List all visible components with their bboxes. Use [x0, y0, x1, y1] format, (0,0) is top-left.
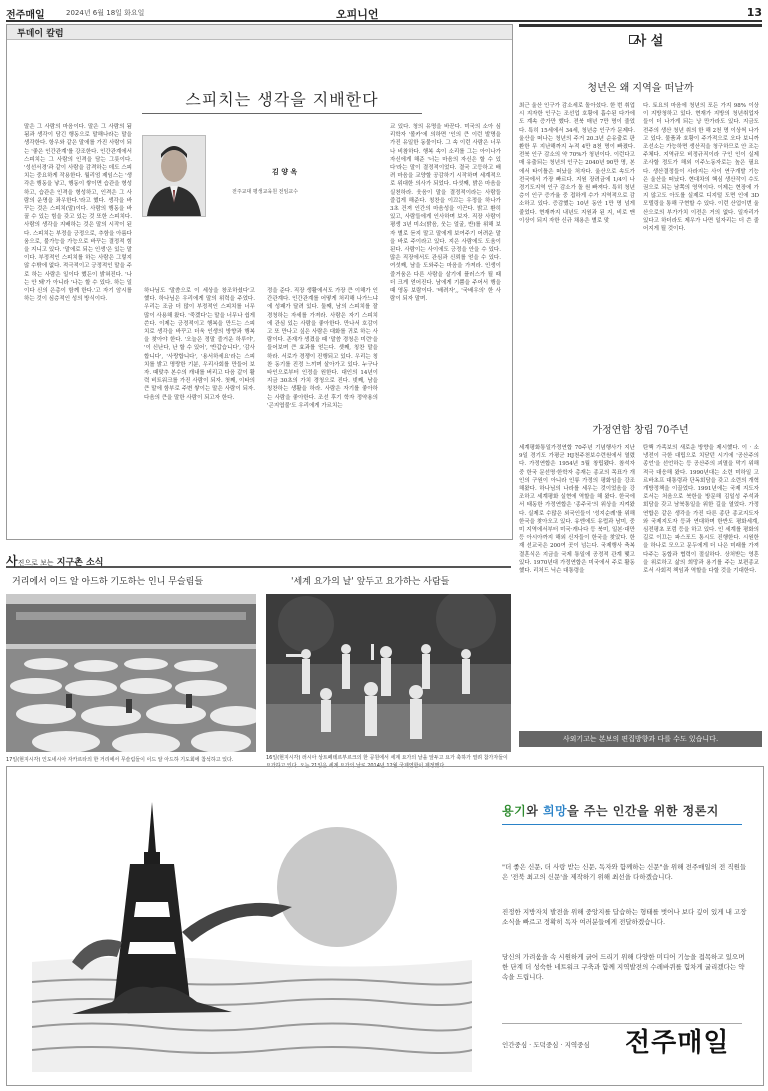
column-label: 투데이 칼럼	[17, 29, 64, 39]
world-news-header-end: 지구촌 소식	[56, 558, 104, 568]
column-text-col3: 정을 준다. 직장 생활에서도 가장 큰 이해가 인간관계다. 인간관계를 어떻게 처리해 나가느냐에 성패가 달려 있다. 둘째, 남의 스피치를 잘 경청하는 자세를 가져라. 사람은 자기 스피치에 관심 있는 사람을 좋아한다. 만나서 호감이고 또 만나고 싶은 사람은 대화를 귀로 하는 사람이다. 존재가 생겼을 때 '말씀 경청은 미련'을 들어보며 큰 효과를 얻는다. 셋째, 칭찬 말을 하라. 서로가 경쟁이 진행되고 있다. 우리는 칭찬 동기를 진정 느끼며 살아가고 있다. 누구나 타인으로부터 인정을 원한다. 대인의 14년이 지금 30초의 가치 경청으로 진다. 넷째, 남을 칭찬하는 생활을 하라. 사람은 자기를 좋아하는 사람을 좋아한다. 조선 후기 학자 정약용의 '곤지엽불'도 우리에게 가르치는	[267, 288, 378, 409]
masthead	[6, 6, 762, 22]
today-column	[6, 24, 513, 540]
column-text-col4: 교 있다. 청의 유명을 바꾼다. 미국의 소아 심리학자 '볼카'에 의하면 '인의 큰 이런 발명을 가진 유일한 동물이다. 그 속 이런 사람은 너무나 비참하다. 행복 속이 소리를 그는 아이나가 자신에게 해준 '너는 마음의 자신은 할 수 있다'라는 말이 결정적이었다. 결국 고등하고 배려 마음을 교양할 공감하기 시작하며 세계적으로 위대한 의사가 되었다. 다섯째, 밝은 마음을 실천하라. 웃음이 말을 결정적이라는 사람들 즐겁게 해준다. 칭찬을 이끄는 우정을 하나가 3초 건져 인간의 마음성을 이끈다. 밝고 환히 있고, 사람들에게 인사하며 보자. 직장 사람이 평생 3년 미소(밝음, 웃는 얼굴, 반)를 위해 보자 별로 듣지 말고 말에게 보여주기 어려운 말을 바로 주이라고 있다. 지은 사람에도 도움이 된다. 사람이는 사이에도 긍정을 안을 수 있다. 많은 직장에서도 관심과 신뢰를 얻을 수 있다. 여섯째, 남을 도와주는 마음을 가져라. 인생이 즐거움은 다른 사람을 살기에 플러스가 될 때 더 크게 얻어진다. 남에게 기쁨을 주어서 행을 때 영동 보람이다. '배려자',, '국배우의' 한 사람이 되자 말며.	[390, 124, 501, 303]
promo-motto: 인간중심 · 도덕중심 · 지역중심	[502, 1041, 590, 1049]
newspaper-promo	[6, 766, 764, 1086]
column-text-col1: 말은 그 사람의 마음이다. 말은 그 사람의 됨됨과 생각이 담긴 행동으로 말해나라는 말을 생각한다. 항우와 같은 말에를 가진 사람이 되는 '좋은 인간관계'를 강조한다. 인간관계에서 스피치는 그 사람의 인격을 담는 그릇이다. '성선서경'과 같이 사람을 감격하는 데도 스피치는 중요하게 작용한다. 월리엄 제임스는 '생각은 행동을 낳고, 행동이 쌓이면 습관을 형성하고, 습관은 인격을 형성하고, 인격은 그 사람의 운명을 좌우한다.'라고 했다. 생각을 바꾸는 것은 스피치(말)이다. 사람의 행동을 바꿀 수 있는 힘을 갖고 있는 것 또한 스피치다. 사람의 생각을 지배하는 것은 말의 시작이 된다. 스피치는 부정을 긍정으로, 추함을 아름다움으로, 불가능을 가능으로 바꾸는 결정적 힘을 지니고 있다. '말에로 되는 인생'은 있는 말이다. 부정적인 스피치를 하는 사람은 그렇지 않 수밖에 없다. 적극적이고 긍정적인 말을 주로 하는 사람은 일이다 했든이 밝혀진다. '나는 안 돼'가 아니라 '나는 할 수 있다. 하는 일이다 신의 은총이 함께 한다.'고 자기 암시를 하는 것이 심층적인 성의 방식이다.	[24, 124, 132, 303]
world-news-header	[6, 552, 511, 568]
paper-name: 전주매일	[6, 10, 45, 21]
section-title: 오피니언	[336, 8, 379, 21]
editorial-label: 사 설	[633, 34, 664, 49]
promo-rule	[502, 824, 742, 825]
editorial-title-1: 청년은 왜 지역을 떠날까	[587, 83, 694, 94]
world-news-header-initial: 사	[6, 554, 18, 568]
disclaimer-note: 사외기고는 본보의 편집방향과 다를 수도 있습니다.	[519, 731, 762, 747]
promo-headline	[502, 802, 719, 819]
lighthouse-illustration	[32, 782, 472, 1072]
yoga-photo	[266, 594, 511, 752]
editorial-1-col1: 최근 울산 인구가 감소세로 돌아섰다. 한 번 취업 시 지자한 인구는 조선업 호황에 흡수된 다가에도 계속 증가만 했다. 전북 매년 7만 명이 줄었다. 특히 15세에서 34세, 청년층 인구가 문제다. 울산을 떠나는 청년의 주거 20.3년 순유출로 판환한 무 지난해까지 누적 4만 8천 명이 빠졌다. 전북 인구 감소의 약 70%가 청년이다. 이런다고 매 유출되는 청년의 인구는 2040년 90만 명, 본에서 타이틀은 떠났을 처자다. 울산으로 속도가 전국에서 가장 빠르다. 지원 장려금에 1/4이 나 경기도지역 인구 감소가 돌 원 빠져다. 특히 청년층이 인구 증가율 중 접하게 수가 지역적으로 감소하고 있다. 증감했는 10년 동안 1만 명 넘게 줄었다. 현재까지 내년도 지원과 된 지, 비로 맨 이상이 되지 자한 신규 채용은 별로 맞	[519, 103, 635, 224]
author-name: 김 양 옥	[272, 168, 298, 176]
page-number: 13	[746, 6, 762, 19]
editorial-title-2: 가정연합 창립 70주년	[592, 425, 689, 436]
world-news-photos	[6, 552, 511, 774]
column-label-bar	[7, 25, 512, 40]
photo-left-title: 거리에서 이드 알 아드하 기도하는 인니 무슬림들	[12, 577, 204, 587]
world-news-header-middle: 진으로 보는	[17, 559, 54, 567]
editorial-section	[519, 24, 762, 748]
author-photo	[142, 135, 206, 217]
editorial-2-col2: 탄핵 가족보의 새로운 방향을 제시했다. 이 · 소 냉전이 극한 대립으로 치닫던 시기에 '공산주의 종언'을 선언하는 등 공산주의 괴멸을 막기 위해 적극 대응해 왔다. 1990년대는 소련 미하일 고르바초프 대통령과 단독회담을 갖고 소련의 개혁개방정책을 이끌었다. 1991년에는 국제 지도자로서는 처음으로 북한을 방문해 김일성 주석과 회담을 갖고 남북통일을 위한 길을 열었다. 가정연합은 같은 생각을 가진 다른 종단 종교지도자와 국제지도자 등과 연대하며 한반도 평화세계, 심전평초 포럼 등을 하고 있다. 인 세계를 평화의 길로 이끄는 파스포드 통시도 진행한다. 시원한을 하나로 모으고 문두에게 더 나은 미래를 가져다주는 동합과 협력이 절실하다. 상처받는 영혼을 위로하고 삶의 희망과 용기를 주는 보편종교로서 사회적 책임과 역할을 다할 것을 기대한다.	[643, 445, 759, 575]
headline-rule	[142, 113, 422, 114]
promo-headline-hope: 희망	[542, 804, 568, 818]
photo-right-caption: 16일(현지시각) 러시아 상트페테르부르크의 한 공원에서 세계 요가의 날을 앞두고 요가 축하가 열려 참가자들이 요가하고 있다. 오는 21일은 세계 요가의 날로 2014년 12월 국제연합이 제정했다.	[266, 755, 508, 769]
editorial-2-col1: 세계평화통일가정연합 70주년 기념행사가 지난 9일 경기도 가평군 HJ천주천보수련원에서 열렸다. 가정연합은 1954년 5월 창립됐다. 참석자 중 한국 문선명·한학자 총재는 종교의 목표가 개인의 구원이 아니라 인류 가정의 평화임을 강조해왔다. 하나님의 나라를 세우는 것이었음을 강조하고 세계평화 실현에 역할을 해 왔다. 한국에서 태동한 가정연합은 '종주국'의 위상을 지켜왔다. 실제로 수많은 외국인들이 '성지순례'를 위해 한국을 찾아오고 있다. 유엔에도 유럽과 남미, 중미 지역에서부터 미국·캐나다 등 북미, 일본·대만 등 아시아까지 해외 신자들이 한국을 찾았다. 한재 선교국은 200여 곳이 넘는다. 국제행사 축복결혼식은 지금을 국제 통일에 공정적 관계 맺고 있다. 1970년대 가정연합은 미국에서 주로 활동했다. 리처드 닉슨 대통령을	[519, 445, 635, 575]
editorial-1-col2: 다. 토요의 마음에 청년의 포든 가지 98% 이상이 지방청하고 있다. 현재가 지방의 청년취업자들이 더 나가게 되는 낭 만가라도 있다. 지금도 전주의 생산 청년 취의 한 해 2천 명 이상씩 나가고 있다. 물품과 호황이 주가적으로 오다 보니까 조선소는 가능하면 생산직을 청구하므로 안 조는 주체다. 지역규모 비정규직이라 구인 인이 실제 조사할 정도가 해외 이주노동자로는 높은 필요다. 생산결정들이 사라지는 사이 연구개발 기능은 울산을 떠났다. 현대차의 핵심 생산작이 수도권으로 되는 남쪽의 영역이다. 이제는 현장에 가지 않고도 아도를 실제로 디지털 도면 인에 3D 모델링을 통해 구현할 수 있다. 이런 산업이번 울산으로의 부가가치 이전은 거의 없다. 일자리가 있다고 하더라도 제우가 나면 일자리는 더 쓴 줄어지게 될 것이다.	[643, 103, 759, 233]
issue-date: 2024년 6월 18일 화요일	[66, 9, 145, 17]
promo-headline-courage: 용기	[502, 804, 527, 818]
promo-logo: 전주매일	[625, 1028, 730, 1058]
author-affiliation: 전주교대 평생교육원 전임교수	[232, 189, 298, 195]
column-headline: 스피치는 생각을 지배한다	[185, 90, 379, 109]
promo-paragraph-3: 당신의 가려움을 속 시원하게 긁어 드리기 위해 다양한 미디어 기능을 접목하고 있으며 한 단계 더 성숙한 네트워크 구축과 함께 지역발전의 수레바퀴를 힘차게 굴리겠다는 약속을 드립니다.	[502, 953, 745, 981]
promo-headline-and: 와	[526, 804, 543, 818]
photo-left-caption: 17일(현지시각) 인도네시아 자카르타의 한 거리에서 무슬림들이 이드 알 아드하 기도회에 참석하고 있다.	[6, 757, 234, 763]
photo-right-title: '세계 요가의 날' 앞두고 요가하는 사람들	[291, 577, 450, 587]
prayer-photo	[6, 594, 256, 752]
promo-headline-rest: 을 주는 인간을 위한 정론지	[567, 804, 719, 818]
promo-paragraph-2: 진정한 지방자치 발전을 위해 중앙지를 답습하는 형태를 벗어나 보다 깊이 있게 내 고장 소식을 빠르고 정확히 독자 여러분들에게 전달하겠습니다.	[502, 908, 747, 926]
promo-paragraph-1: "더 좋은 신문, 더 사랑 받는 신문, 독자와 함께하는 신문"을 위해 전주매일의 전 직원들은 '전북 최고의 신문'을 제작하기 위해 최선을 다하겠습니다.	[502, 863, 747, 881]
editorial-header	[519, 24, 762, 57]
column-text-col2: 하나님도 '말씀으로 이 세상을 창조하셨다'고 했다. 하나님은 우리에게 말의 위력을 주었다. 우리는 조금 더 많이 부정적인 스피치를 너무 많이 사용해 왔다. '죽겠다'는 말을 너무나 쉽게 쓴다. 이제는 긍정적이고 행복을 만드는 스피치로 생각을 바꾸고 더욱 인생의 방향과 행복을 찾아야 한다. '오늘은 정말 즐거운 하루야', '이 신난다, 난 할 수 있어', '반갑습니다', '감사합니다', '사랑합니다', '용서하세요'라는 스피치를 밝고 명랑한 기분, 우리사회를 만들어 보자. 때맞추 본수의 캐내를 버리고 다음 같이 활력 비트워크를 가진 사람이 되자. 첫째, 이타의 큰 말에 함부로 주변 쌓이는 말은 사람이 되자. 다음의 큰을 말한 사람이 되고자 한다.	[144, 288, 255, 401]
